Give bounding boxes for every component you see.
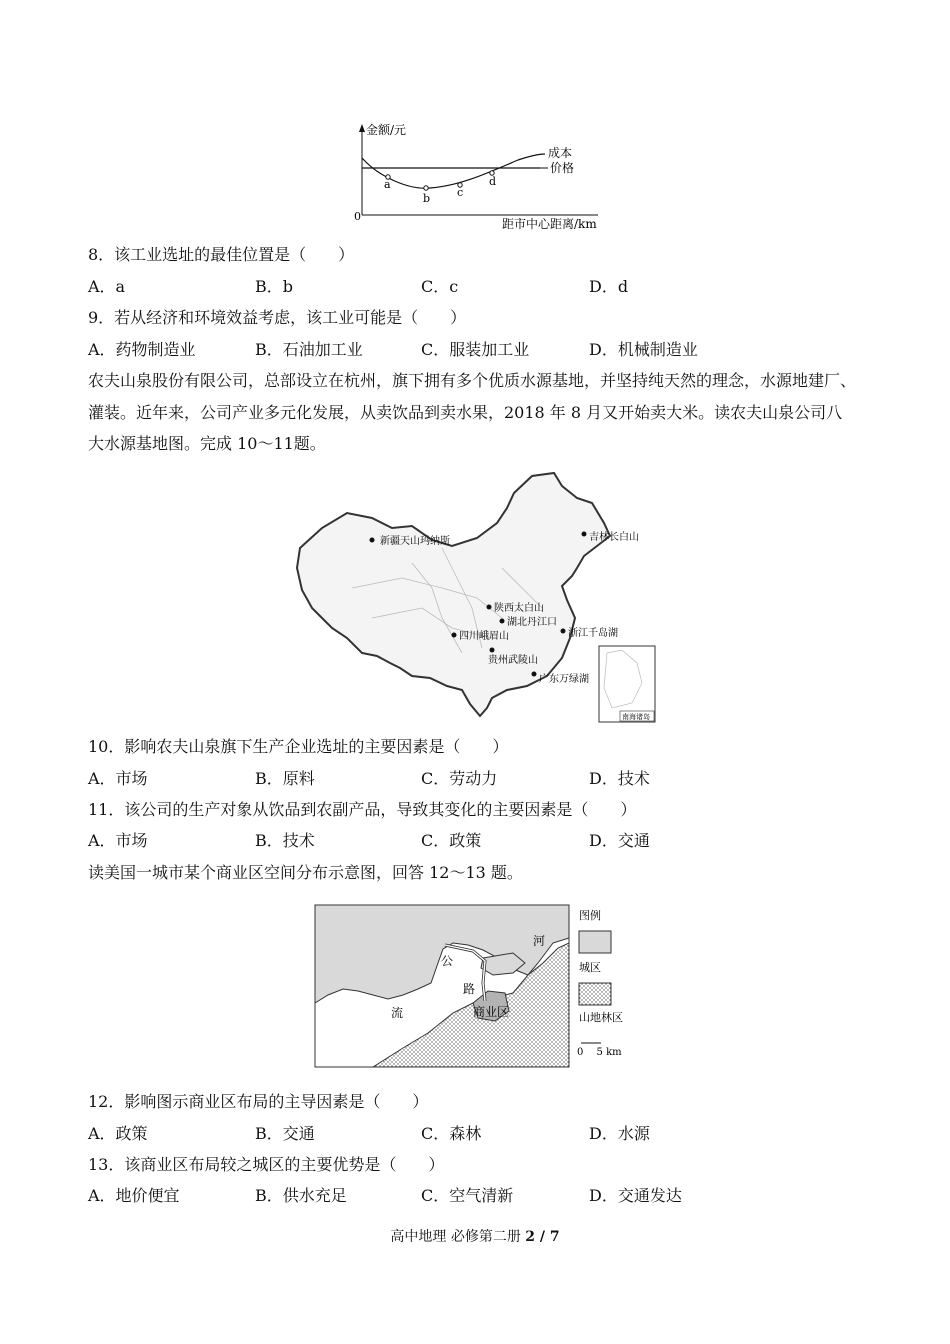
q8-option-d[interactable]: D．d <box>589 277 629 296</box>
river-char-1: 河 <box>533 934 546 948</box>
q10-stem: 10．影响农夫山泉旗下生产企业选址的主要因素是（ ） <box>88 737 509 756</box>
q13-option-c[interactable]: C．空气清新 <box>421 1186 514 1205</box>
q8-option-b[interactable]: B．b <box>255 277 294 296</box>
point-label-b: b <box>423 192 431 205</box>
site-label: 浙江千岛湖 <box>568 628 618 639</box>
q12-option-b[interactable]: B．交通 <box>255 1124 315 1143</box>
q10-option-a[interactable]: A．市场 <box>88 769 148 788</box>
point-label-c: c <box>457 186 464 199</box>
passage1-line1: 农夫山泉股份有限公司，总部设立在杭州，旗下拥有多个优质水源基地，并坚持纯天然的理念，水源地建厂、 <box>88 371 857 390</box>
site-marker <box>561 629 566 634</box>
q10-option-d[interactable]: D．技术 <box>589 769 650 788</box>
chart-ylabel: 金额/元 <box>366 123 407 137</box>
road-char-2: 路 <box>463 982 476 996</box>
point-label-a: a <box>384 178 391 191</box>
passage1-line3: 大水源基地图。完成 10～11题。 <box>88 434 326 453</box>
q8-option-c[interactable]: C．c <box>421 277 459 296</box>
q13-option-b[interactable]: B．供水充足 <box>255 1186 347 1205</box>
legend-city-label: 城区 <box>579 961 601 974</box>
site-marker <box>487 605 492 610</box>
page-footer <box>0 1226 950 1246</box>
q12-option-a[interactable]: A．政策 <box>88 1124 148 1143</box>
inset-label: 南海诸岛 <box>622 713 650 721</box>
q10-option-c[interactable]: C．劳动力 <box>421 769 498 788</box>
q10-option-b[interactable]: B．原料 <box>255 769 315 788</box>
q11-option-d[interactable]: D．交通 <box>589 831 650 850</box>
q11-option-c[interactable]: C．政策 <box>421 831 482 850</box>
site-marker <box>452 633 457 638</box>
legend-city-swatch <box>579 931 611 953</box>
q9-option-d[interactable]: D．机械制造业 <box>589 340 698 359</box>
page-number: 2 / 7 <box>525 1229 560 1245</box>
q13-stem: 13．该商业区布局较之城区的主要优势是（ ） <box>88 1155 445 1174</box>
price-label: 价格 <box>550 161 575 175</box>
chart-origin: 0 <box>354 210 361 223</box>
q8-option-a[interactable]: A．a <box>88 277 126 296</box>
commercial-district-map <box>313 903 643 1073</box>
cost-label: 成本 <box>548 146 573 160</box>
q8-stem: 8．该工业选址的最佳位置是（ ） <box>88 245 355 264</box>
q11-stem: 11．该公司的生产对象从饮品到农副产品，导致其变化的主要因素是（ ） <box>88 800 637 819</box>
point-b <box>424 186 428 190</box>
road-char-1: 公 <box>441 954 454 968</box>
site-marker <box>370 538 375 543</box>
south-sea-inset <box>599 646 655 722</box>
china-water-source-map <box>292 468 662 726</box>
footer-subject: 高中地理 必修第二册 <box>390 1229 526 1245</box>
q12-stem: 12．影响图示商业区布局的主导因素是（ ） <box>88 1092 429 1111</box>
q13-option-a[interactable]: A．地价便宜 <box>88 1186 180 1205</box>
site-label: 贵州武陵山 <box>488 655 538 666</box>
passage1-line2: 灌装。近年来，公司产业多元化发展，从卖饮品到卖水果，2018 年 8 月又开始卖大米。读农夫山泉公司八 <box>88 403 843 422</box>
q11-option-b[interactable]: B．技术 <box>255 831 315 850</box>
site-marker <box>500 619 505 624</box>
river-char-2: 流 <box>391 1006 404 1020</box>
legend-forest-label: 山地林区 <box>579 1011 623 1024</box>
q9-option-c[interactable]: C．服装加工业 <box>421 340 530 359</box>
chart-xlabel: 距市中心距离/km <box>502 217 597 231</box>
scale-label: 0 5 km <box>577 1047 622 1058</box>
legend-title: 图例 <box>579 909 601 922</box>
q12-option-d[interactable]: D．水源 <box>589 1124 650 1143</box>
q9-option-a[interactable]: A．药物制造业 <box>88 340 196 359</box>
commercial-label: 商业区 <box>473 1005 510 1019</box>
site-label: 广东万绿湖 <box>539 674 589 685</box>
point-label-d: d <box>489 175 497 188</box>
q13-option-d[interactable]: D．交通发达 <box>589 1186 682 1205</box>
q11-option-a[interactable]: A．市场 <box>88 831 148 850</box>
site-label: 四川峨眉山 <box>459 631 509 642</box>
passage2: 读美国一城市某个商业区空间分布示意图，回答 12～13 题。 <box>88 863 523 882</box>
legend-forest-swatch <box>579 983 611 1005</box>
site-label: 陕西太白山 <box>494 603 544 614</box>
cost-price-chart <box>340 120 610 235</box>
site-marker <box>582 532 587 537</box>
q9-stem: 9．若从经济和环境效益考虑，该工业可能是（ ） <box>88 308 467 327</box>
site-label: 湖北丹江口 <box>507 617 557 628</box>
site-label: 吉林长白山 <box>589 532 639 543</box>
site-marker <box>532 672 537 677</box>
site-label: 新疆天山玛纳斯 <box>380 536 450 547</box>
q9-option-b[interactable]: B．石油加工业 <box>255 340 363 359</box>
q12-option-c[interactable]: C．森林 <box>421 1124 482 1143</box>
site-marker <box>490 648 495 653</box>
